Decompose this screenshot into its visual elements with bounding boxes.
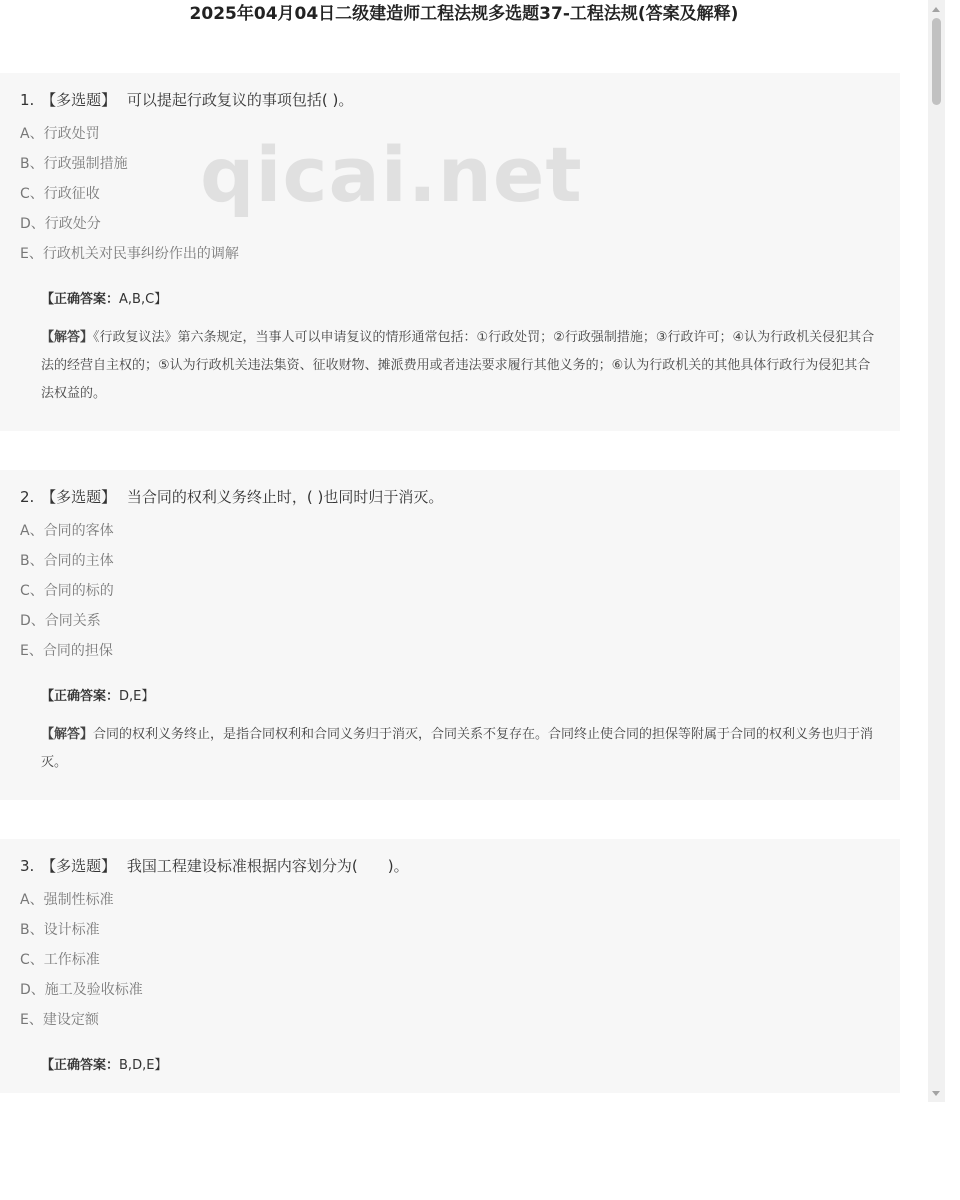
correct-answer [41,290,880,310]
question-number: 3. [20,857,35,875]
answer-value: B,D,E】 [119,1058,168,1073]
question-type: 【多选题】 [41,857,117,875]
question-number: 2. [20,488,35,506]
option-e: E、行政机关对民事纠纷作出的调解 [20,246,239,262]
explanation-label: 【解答】 [41,330,94,345]
question-stem [20,839,880,877]
option-b: B、行政强制措施 [20,156,128,172]
question-text: 我国工程建设标准根据内容划分为( )。 [126,857,409,875]
question-card [0,839,900,1093]
question-type: 【多选题】 [41,488,117,506]
correct-answer [41,1056,880,1076]
explanation-text: 合同的权利义务终止，是指合同权利和合同义务归于消灭，合同关系不复存在。合同终止使合同的担保等附属于合同的权利义务也归于消灭。 [41,727,874,770]
page-title: 2025年04月04日二级建造师工程法规多选题37-工程法规(答案及解释) [189,4,739,24]
option-d: D、合同关系 [20,613,101,629]
option-c: C、合同的标的 [20,583,114,599]
vertical-scrollbar[interactable] [928,0,945,1102]
answer-label: 【正确答案： [41,689,120,704]
correct-answer [41,687,880,707]
scroll-up-arrow-icon[interactable] [932,7,940,12]
explanation-text: 《行政复议法》第六条规定，当事人可以申请复议的情形通常包括：①行政处罚；②行政强制措施；③行政许可；④认为行政机关侵犯其合法的经营自主权的；⑤认为行政机关违法集资、征收财物、摊派费用或者违法要求履行其他义务的；⑥认为行政机关的其他具体行政行为侵犯其合法权益的。 [41,330,875,401]
question-card [0,73,900,431]
question-text: 当合同的权利义务终止时，( )也同时归于消灭。 [126,488,444,506]
option-c: C、行政征收 [20,186,100,202]
answer-label: 【正确答案： [41,292,120,307]
option-d: D、施工及验收标准 [20,982,143,998]
question-stem [20,73,880,111]
answer-value: D,E】 [119,689,155,704]
question-stem [20,470,880,508]
question-number: 1. [20,91,35,109]
option-a: A、合同的客体 [20,523,114,539]
explanation [41,721,880,777]
option-b: B、合同的主体 [20,553,114,569]
option-a: A、强制性标准 [20,892,114,908]
explanation-label: 【解答】 [41,727,94,742]
option-b: B、设计标准 [20,922,100,938]
option-e: E、合同的担保 [20,643,113,659]
option-c: C、工作标准 [20,952,100,968]
option-e: E、建设定额 [20,1012,99,1028]
option-d: D、行政处分 [20,216,101,232]
option-a: A、行政处罚 [20,126,100,142]
scrollbar-thumb[interactable] [932,18,941,105]
question-card [0,470,900,800]
answer-label: 【正确答案： [41,1058,120,1073]
answer-value: A,B,C】 [119,292,168,307]
explanation [41,324,880,408]
scroll-down-arrow-icon[interactable] [932,1091,940,1096]
question-type: 【多选题】 [41,91,117,109]
question-text: 可以提起行政复议的事项包括( )。 [126,91,354,109]
